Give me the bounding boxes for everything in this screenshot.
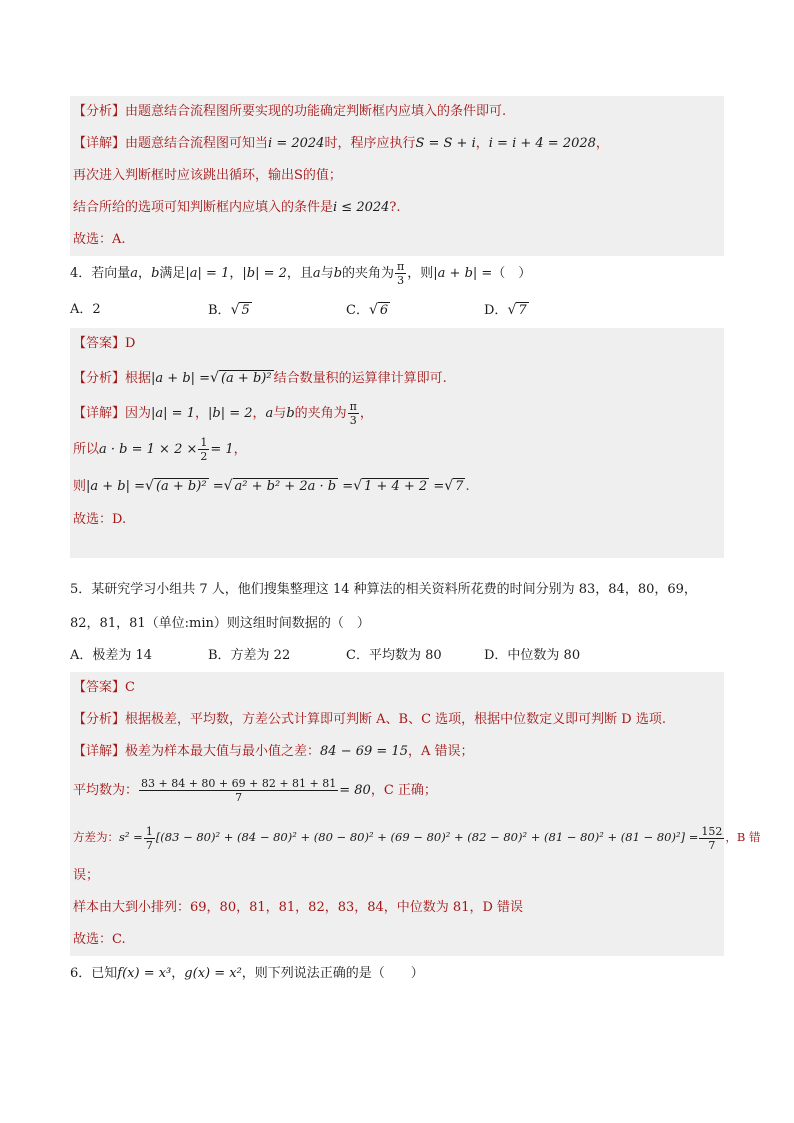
- q4-formula: =: [342, 479, 354, 494]
- fraction-denominator: 3: [397, 274, 405, 287]
- q4-stem-text: ，且: [286, 266, 313, 281]
- q5-detail-text: 平均数为：: [73, 783, 139, 798]
- q5-analysis-text: 根据极差，平均数，方差公式计算即可判断 A、B、C 选项，根据中位数定义即可判断 D 选项.: [125, 712, 666, 727]
- q5-stem-text: 82，81，81（单位:min）则这组时间数据的（ ）: [70, 616, 370, 631]
- q5-option-b[interactable]: B．方差为 22: [208, 648, 291, 663]
- q4-stem-text: 满足: [159, 266, 186, 281]
- q6-stem: [70, 956, 724, 992]
- fraction-numerator: 152: [701, 824, 723, 838]
- q5-choose-line: [73, 924, 721, 956]
- fraction-numerator: 83 + 84 + 80 + 69 + 82 + 81 + 81: [141, 777, 337, 790]
- sqrt-sign: √: [223, 478, 233, 494]
- q3-detail-text: 由题意结合流程图可知当: [125, 136, 269, 151]
- q5-option-a[interactable]: A．极差为 14: [70, 648, 153, 663]
- sqrt-sign: √: [210, 370, 219, 386]
- q5-detail-line-5: [73, 892, 721, 924]
- sqrt-radicand: a² + b² + 2a · b: [234, 479, 337, 494]
- q3-formula: S = S + i: [415, 136, 476, 151]
- block-padding: [73, 536, 721, 558]
- q3-detail-line-2: [73, 160, 721, 192]
- sqrt-sign: √: [444, 478, 454, 494]
- fraction-numerator: π: [349, 400, 357, 413]
- q4-answer: D: [125, 336, 136, 351]
- q5-variance-formula: [(83 − 80)² + (84 − 80)² + (80 − 80)² + (69 − 80)² + (82 − 80)² + (81 − 80)² + (81 − 80)²] =: [155, 830, 699, 844]
- vector-b: b: [151, 266, 160, 281]
- fraction-denominator: 7: [235, 791, 243, 804]
- vector-a: a: [265, 406, 274, 421]
- q5-detail-text: ，B 错: [725, 830, 761, 844]
- q5-formula: 84 − 69 = 15: [320, 744, 408, 759]
- q3-choose: 故选：A.: [73, 232, 126, 247]
- q4-answer-line: [73, 328, 721, 360]
- sqrt-radicand: (a + b)²: [220, 371, 272, 386]
- sqrt-radicand: 1 + 4 + 2: [364, 479, 428, 494]
- q4-options: [70, 292, 724, 328]
- q5-detail-text: 极差为样本最大值与最小值之差：: [125, 744, 321, 759]
- q5-analysis-line: [73, 704, 721, 736]
- q4-stem-text: 与: [320, 266, 334, 281]
- q5-answer-line: [73, 672, 721, 704]
- q4-formula: |a| = 1: [185, 266, 230, 281]
- detail-tag: 【详解】: [73, 406, 126, 421]
- q4-detail-text: ，: [252, 406, 266, 421]
- q6-formula: g(x) = x²: [184, 966, 242, 981]
- fraction-one-seventh: [144, 825, 155, 852]
- fraction-numerator: 1: [200, 436, 208, 449]
- analysis-tag: 【分析】: [73, 371, 126, 386]
- q5-stem-line-2: [70, 608, 724, 640]
- q5-detail-text: 误；: [73, 868, 100, 883]
- q4-stem-text: 的夹角为: [342, 266, 395, 281]
- q4-choose-line: [73, 504, 721, 536]
- q4-detail-text: 的夹角为: [294, 406, 347, 421]
- fraction-denominator: 7: [145, 838, 153, 852]
- q4-formula: |a + b| =: [151, 371, 211, 386]
- q3-formula: i = 2024: [268, 136, 325, 151]
- answer-blank: （ ）: [492, 266, 532, 281]
- q4-formula: |a| = 1: [151, 406, 195, 421]
- q4-formula: =: [212, 479, 224, 494]
- sqrt-sign: √: [230, 302, 240, 318]
- option-label: B．: [208, 303, 231, 318]
- detail-tag: 【详解】: [73, 136, 126, 151]
- q5-stem-text: 5．某研究学习小组共 7 人，他们搜集整理这 14 种算法的相关资料所花费的时间分别为 83，84，80，69，: [70, 582, 697, 597]
- q5-option-c[interactable]: C．平均数为 80: [346, 648, 442, 663]
- analysis-tag: 【分析】: [73, 712, 126, 727]
- q4-detail-text: 与: [273, 406, 287, 421]
- fraction-denominator: 3: [349, 414, 357, 427]
- q4-detail-text: 因为: [125, 406, 152, 421]
- q4-stem-text: 4．若向量: [70, 266, 131, 281]
- vector-b: b: [333, 266, 343, 281]
- q4-detail-line-1: [73, 396, 721, 432]
- sqrt-radicand: 6: [379, 303, 389, 318]
- q6-stem-text: 6．已知: [70, 966, 118, 981]
- q4-detail-text: ，: [233, 442, 247, 457]
- fraction-numerator: 1: [145, 824, 153, 838]
- q4-option-a[interactable]: A．2: [70, 302, 101, 317]
- q4-stem-text: ，: [229, 266, 243, 281]
- q4-formula: a · b = 1 × 2 ×: [99, 442, 198, 457]
- q5-explanation-block: [70, 672, 761, 956]
- vector-a: a: [312, 266, 321, 281]
- fraction-denominator: 7: [708, 838, 716, 852]
- q5-answer: C: [125, 680, 135, 695]
- fraction-mean: [139, 777, 338, 804]
- q3-analysis-text: 由题意结合流程图所要实现的功能确定判断框内应填入的条件即可.: [125, 104, 507, 119]
- fraction-numerator: π: [397, 260, 405, 273]
- q4-formula: |b| = 2: [242, 266, 287, 281]
- q4-formula: |a + b| =: [433, 266, 493, 281]
- sqrt-sign: √: [145, 478, 154, 494]
- q3-choose-line: [73, 224, 721, 256]
- vector-b: b: [286, 406, 295, 421]
- q4-formula: = 1: [210, 442, 234, 457]
- fraction-pi-over-3: [348, 400, 359, 427]
- q5-detail-text: 样本由大到小排列：69，80，81，81，82，83，84，中位数为 81，D 错误: [73, 900, 524, 915]
- fraction-pi-over-3: [395, 260, 406, 287]
- q4-stem-text: ，: [138, 266, 152, 281]
- fraction-one-half: [198, 436, 209, 463]
- q4-detail-text: ，: [194, 406, 208, 421]
- q3-detail-text: ?.: [389, 200, 401, 215]
- q3-detail-text: ，: [475, 136, 489, 151]
- q5-options: [70, 640, 724, 672]
- q5-stem-line-1: [70, 572, 724, 608]
- q4-analysis-text: 结合数量积的运算律计算即可.: [273, 371, 447, 386]
- q3-detail-text: 再次进入判断框时应该跳出循环，输出S的值；: [73, 168, 342, 183]
- q3-explanation-block: [70, 96, 724, 256]
- q4-option-d[interactable]: [484, 292, 622, 328]
- q5-formula: = 80: [339, 783, 371, 798]
- answer-tag: 【答案】: [73, 336, 126, 351]
- q5-detail-line-3: [73, 814, 761, 860]
- q4-analysis-line: [73, 360, 721, 396]
- q4-choose: 故选：D.: [73, 512, 127, 527]
- sqrt-sign: √: [507, 302, 517, 318]
- q3-detail-text: 时，程序应执行: [324, 136, 416, 151]
- q5-choose: 故选：C.: [73, 932, 126, 947]
- gap: [70, 558, 724, 572]
- q3-detail-text: 结合所给的选项可知判断框内应填入的条件是: [73, 200, 334, 215]
- q5-detail-line-1: [73, 736, 721, 768]
- q3-formula: i = i + 4 = 2028: [488, 136, 596, 151]
- q5-detail-line-4: [73, 860, 721, 892]
- q4-detail-line-2: [73, 432, 721, 468]
- q4-detail-line-3: [73, 468, 721, 504]
- sqrt-sign: √: [353, 478, 363, 494]
- q6-stem-text: ，: [171, 966, 185, 981]
- q4-stem: [70, 256, 724, 292]
- q3-analysis-line: [73, 96, 721, 128]
- q5-formula: s² =: [119, 830, 143, 844]
- q4-detail-text: 则: [73, 479, 87, 494]
- sqrt-radicand: 7: [455, 479, 464, 494]
- q3-detail-line-3: [73, 192, 721, 224]
- q4-stem-text: ，则: [407, 266, 434, 281]
- q5-option-d[interactable]: D．中位数为 80: [484, 648, 581, 663]
- q4-detail-text: ，: [359, 406, 373, 421]
- answer-tag: 【答案】: [73, 680, 126, 695]
- document-page: [70, 96, 761, 992]
- q4-detail-text: .: [465, 479, 470, 494]
- sqrt-radicand: (a + b)²: [155, 479, 207, 494]
- fraction-152-over-7: [699, 825, 724, 852]
- analysis-tag: 【分析】: [73, 104, 126, 119]
- q4-option-b[interactable]: [208, 292, 346, 328]
- q3-detail-text: ，: [595, 136, 609, 151]
- q4-formula: =: [433, 479, 445, 494]
- sqrt-radicand: 7: [518, 303, 527, 318]
- fraction-denominator: 2: [200, 450, 208, 463]
- q4-option-c[interactable]: [346, 292, 484, 328]
- q5-detail-text: ，C 正确；: [370, 783, 437, 798]
- q5-detail-line-2: [73, 768, 721, 814]
- detail-tag: 【详解】: [73, 744, 126, 759]
- q5-detail-text: 方差为：: [73, 830, 119, 844]
- q4-explanation-block: [70, 328, 724, 558]
- sqrt-radicand: 5: [241, 303, 250, 318]
- q3-detail-line-1: [73, 128, 721, 160]
- option-label: D．: [484, 303, 508, 318]
- q4-formula: |b| = 2: [208, 406, 253, 421]
- sqrt-sign: √: [368, 302, 378, 318]
- q4-analysis-text: 根据: [125, 371, 152, 386]
- vector-a: a: [130, 266, 139, 281]
- q3-formula: i ≤ 2024: [333, 200, 390, 215]
- q4-formula: |a + b| =: [86, 479, 146, 494]
- q6-formula: f(x) = x³: [117, 966, 172, 981]
- option-label: C．: [346, 303, 369, 318]
- q4-detail-text: 所以: [73, 442, 100, 457]
- q5-detail-text: ，A 错误；: [407, 744, 474, 759]
- q6-stem-text: ，则下列说法正确的是（ ）: [241, 966, 424, 981]
